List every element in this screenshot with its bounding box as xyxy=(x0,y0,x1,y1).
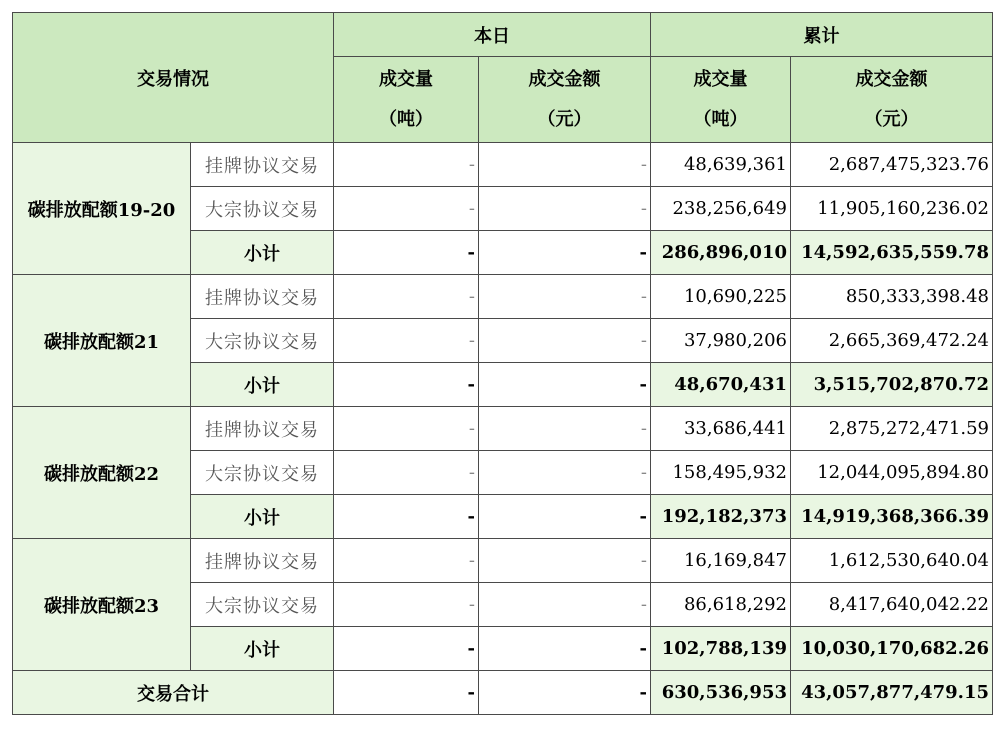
cum-volume: 16,169,847 xyxy=(651,539,791,583)
group-name: 碳排放配额22 xyxy=(13,407,191,539)
cum-amount: 2,665,369,472.24 xyxy=(791,319,993,363)
subtotal-label: 小计 xyxy=(191,231,334,275)
today-volume: - xyxy=(334,275,479,319)
table-row xyxy=(13,143,993,187)
cum-amount: 1,612,530,640.04 xyxy=(791,539,993,583)
today-amount: - xyxy=(479,407,651,451)
trading-summary-table xyxy=(12,12,993,715)
header-today: 本日 xyxy=(334,13,651,57)
today-volume: - xyxy=(334,319,479,363)
cum-amount: 14,592,635,559.78 xyxy=(791,231,993,275)
trade-type: 挂牌协议交易 xyxy=(191,407,334,451)
trade-type: 挂牌协议交易 xyxy=(191,143,334,187)
cum-amount: 10,030,170,682.26 xyxy=(791,627,993,671)
cum-volume: 102,788,139 xyxy=(651,627,791,671)
header-cumulative: 累计 xyxy=(651,13,993,57)
table-row xyxy=(13,275,993,319)
today-volume: - xyxy=(334,231,479,275)
cum-amount: 850,333,398.48 xyxy=(791,275,993,319)
today-volume: - xyxy=(334,495,479,539)
today-amount: - xyxy=(479,495,651,539)
cum-amount: 11,905,160,236.02 xyxy=(791,187,993,231)
cum-volume: 86,618,292 xyxy=(651,583,791,627)
cum-volume: 286,896,010 xyxy=(651,231,791,275)
header-today-volume: 成交量 （吨） xyxy=(334,57,479,143)
today-volume: - xyxy=(334,627,479,671)
today-volume: - xyxy=(334,363,479,407)
trade-type: 大宗协议交易 xyxy=(191,187,334,231)
total-cum-amount: 43,057,877,479.15 xyxy=(791,671,993,715)
today-volume: - xyxy=(334,671,479,715)
today-amount: - xyxy=(479,583,651,627)
today-amount: - xyxy=(479,275,651,319)
table-row xyxy=(13,407,993,451)
group-name: 碳排放配额23 xyxy=(13,539,191,671)
subtotal-label: 小计 xyxy=(191,627,334,671)
grand-total-row xyxy=(13,671,993,715)
grand-total-label: 交易合计 xyxy=(13,671,334,715)
today-amount: - xyxy=(479,143,651,187)
trade-type: 大宗协议交易 xyxy=(191,583,334,627)
cum-volume: 33,686,441 xyxy=(651,407,791,451)
today-amount: - xyxy=(479,539,651,583)
cum-amount: 2,875,272,471.59 xyxy=(791,407,993,451)
trade-type: 大宗协议交易 xyxy=(191,451,334,495)
cum-volume: 192,182,373 xyxy=(651,495,791,539)
trade-type: 挂牌协议交易 xyxy=(191,275,334,319)
today-volume: - xyxy=(334,143,479,187)
today-volume: - xyxy=(334,187,479,231)
cum-amount: 14,919,368,366.39 xyxy=(791,495,993,539)
cum-volume: 48,670,431 xyxy=(651,363,791,407)
today-amount: - xyxy=(479,451,651,495)
cum-volume: 48,639,361 xyxy=(651,143,791,187)
cum-volume: 238,256,649 xyxy=(651,187,791,231)
cum-amount: 8,417,640,042.22 xyxy=(791,583,993,627)
today-amount: - xyxy=(479,627,651,671)
subtotal-label: 小计 xyxy=(191,495,334,539)
trade-type: 挂牌协议交易 xyxy=(191,539,334,583)
subtotal-label: 小计 xyxy=(191,363,334,407)
today-amount: - xyxy=(479,363,651,407)
header-today-amount: 成交金额 （元） xyxy=(479,57,651,143)
trade-type: 大宗协议交易 xyxy=(191,319,334,363)
cum-volume: 158,495,932 xyxy=(651,451,791,495)
group-name: 碳排放配额19-20 xyxy=(13,143,191,275)
today-amount: - xyxy=(479,187,651,231)
cum-amount: 3,515,702,870.72 xyxy=(791,363,993,407)
today-amount: - xyxy=(479,231,651,275)
header-cum-amount: 成交金额 （元） xyxy=(791,57,993,143)
header-category: 交易情况 xyxy=(13,13,334,143)
cum-amount: 12,044,095,894.80 xyxy=(791,451,993,495)
header-cum-volume: 成交量 （吨） xyxy=(651,57,791,143)
today-volume: - xyxy=(334,539,479,583)
today-volume: - xyxy=(334,583,479,627)
table-row xyxy=(13,539,993,583)
group-name: 碳排放配额21 xyxy=(13,275,191,407)
cum-amount: 2,687,475,323.76 xyxy=(791,143,993,187)
cum-volume: 10,690,225 xyxy=(651,275,791,319)
today-volume: - xyxy=(334,407,479,451)
total-cum-volume: 630,536,953 xyxy=(651,671,791,715)
today-amount: - xyxy=(479,671,651,715)
cum-volume: 37,980,206 xyxy=(651,319,791,363)
today-amount: - xyxy=(479,319,651,363)
today-volume: - xyxy=(334,451,479,495)
